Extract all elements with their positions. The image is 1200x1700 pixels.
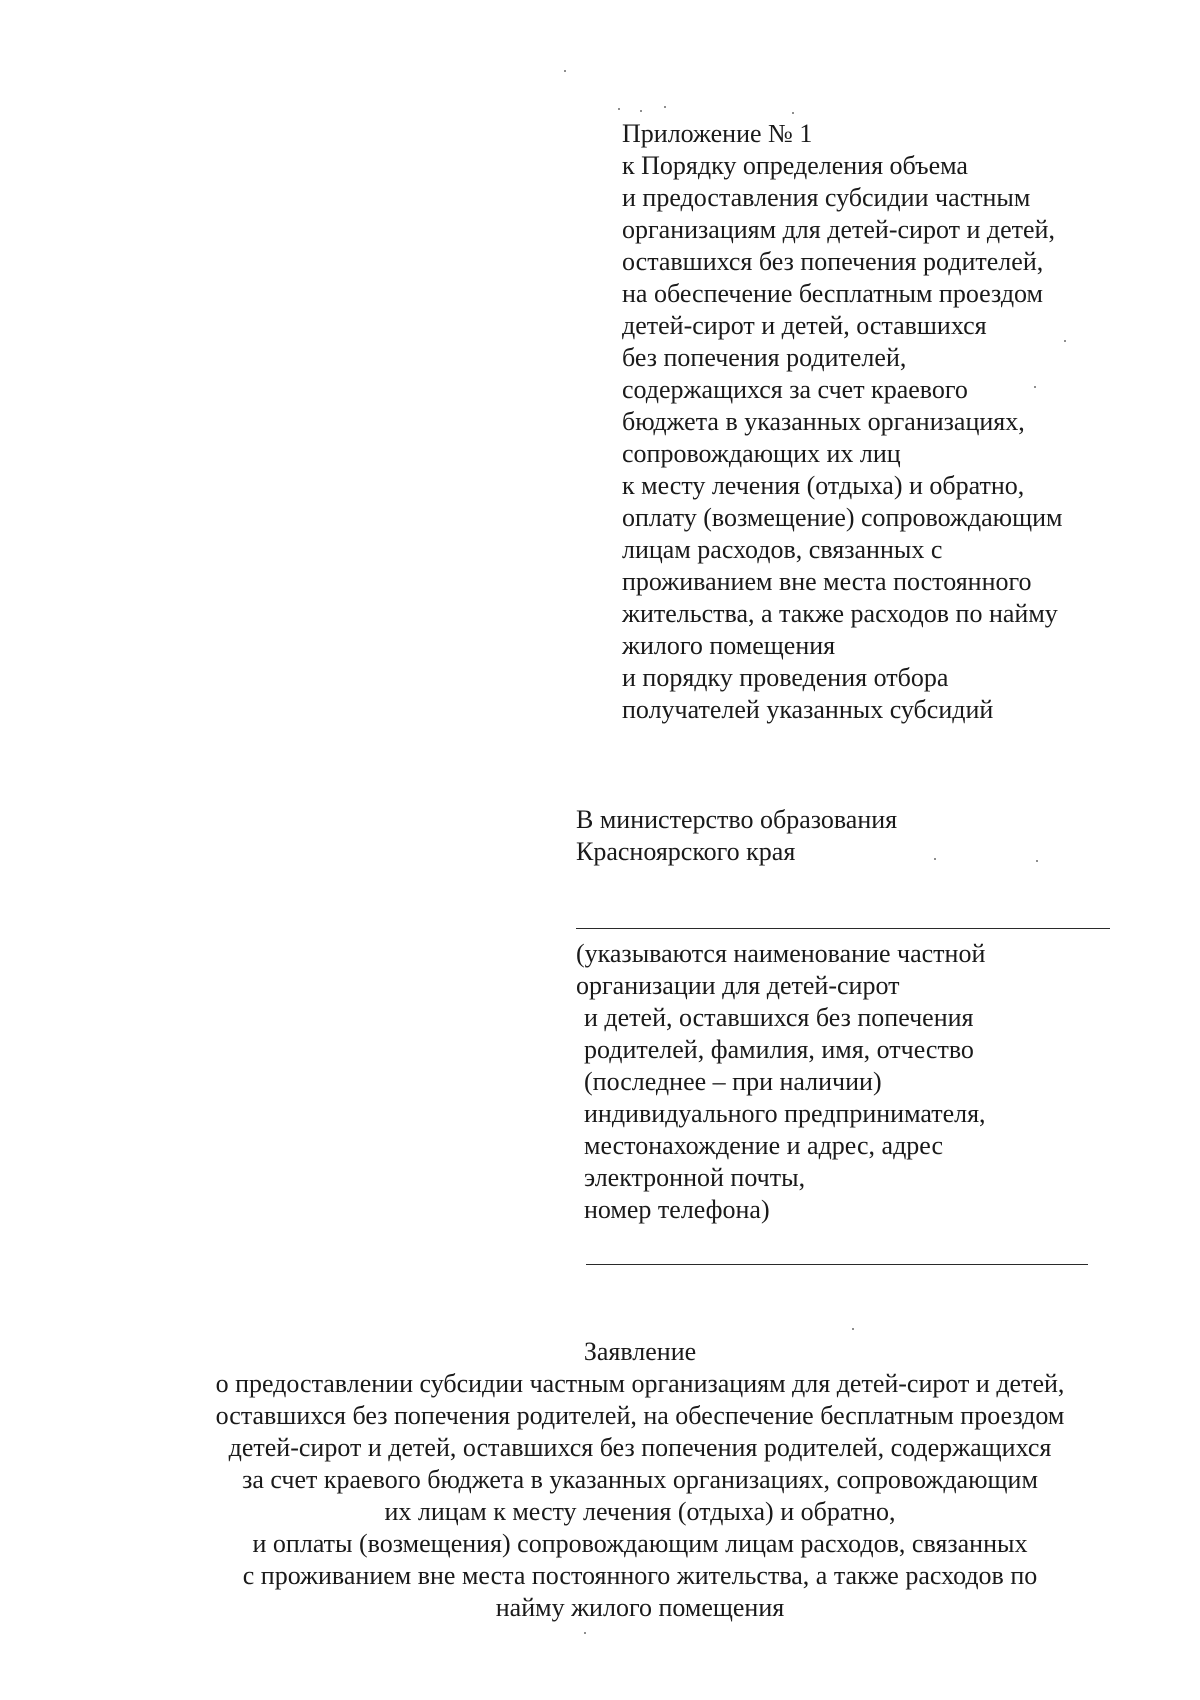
appendix-line: и порядку проведения отбора — [622, 663, 949, 692]
statement-line: за счет краевого бюджета в указанных организациях, сопровождающим — [242, 1465, 1038, 1494]
appendix-title: Приложение № 1 — [622, 119, 813, 148]
statement-line: и оплаты (возмещения) сопровождающим лицам расходов, связанных — [252, 1529, 1028, 1558]
hint-line: индивидуального предпринимателя, — [584, 1099, 986, 1128]
hint-line: (указываются наименование частной — [576, 939, 986, 968]
scan-speck — [852, 1328, 854, 1330]
statement-line: их лицам к месту лечения (отдыха) и обратно, — [384, 1497, 896, 1526]
addressee-block — [576, 804, 1136, 868]
appendix-line: бюджета в указанных организациях, — [622, 407, 1025, 436]
statement-line: найму жилого помещения — [495, 1593, 785, 1622]
hint-line: организации для детей-сирот — [576, 971, 900, 1000]
appendix-line: к Порядку определения объема — [622, 151, 968, 180]
hint-line: электронной почты, — [584, 1163, 806, 1192]
hint-line: и детей, оставшихся без попечения — [584, 1003, 974, 1032]
appendix-line: оставшихся без попечения родителей, — [622, 247, 1044, 276]
appendix-header — [622, 118, 1162, 726]
hint-line: родителей, фамилия, имя, отчество — [584, 1035, 974, 1064]
hint-line: номер телефона) — [584, 1195, 770, 1224]
appendix-line: на обеспечение бесплатным проездом — [622, 279, 1044, 308]
appendix-line: оплату (возмещение) сопровождающим — [622, 503, 1063, 532]
appendix-line: организациям для детей-сирот и детей, — [622, 215, 1055, 244]
addressee-line: Красноярского края — [576, 837, 796, 866]
scan-speck — [640, 110, 642, 112]
applicant-name-line[interactable] — [576, 928, 1110, 929]
statement-line: о предоставлении субсидии частным организациям для детей-сирот и детей, — [215, 1369, 1065, 1398]
hint-line: местонахождение и адрес, адрес — [584, 1131, 944, 1160]
appendix-line: и предоставления субсидии частным — [622, 183, 1031, 212]
scan-speck — [584, 1632, 586, 1634]
statement-block — [120, 1336, 1160, 1624]
scan-speck — [664, 106, 666, 108]
statement-line: детей-сирот и детей, оставшихся без попечения родителей, содержащихся — [228, 1433, 1052, 1462]
statement-line: с проживанием вне места постоянного жительства, а также расходов по — [242, 1561, 1038, 1590]
scan-speck — [792, 112, 794, 114]
appendix-line: содержащихся за счет краевого — [622, 375, 968, 404]
applicant-details-line[interactable] — [586, 1264, 1088, 1265]
applicant-hint — [576, 938, 1136, 1226]
appendix-line: лицам расходов, связанных с — [622, 535, 943, 564]
hint-line: (последнее – при наличии) — [584, 1067, 882, 1096]
appendix-line: жилого помещения — [622, 631, 836, 660]
appendix-line: сопровождающих их лиц — [622, 439, 901, 468]
statement-title: Заявление — [583, 1337, 697, 1366]
appendix-line: к месту лечения (отдыха) и обратно, — [622, 471, 1025, 500]
appendix-line: детей-сирот и детей, оставшихся — [622, 311, 987, 340]
statement-line: оставшихся без попечения родителей, на обеспечение бесплатным проездом — [215, 1401, 1065, 1430]
scan-speck — [564, 70, 566, 72]
appendix-line: получателей указанных субсидий — [622, 695, 994, 724]
appendix-line: проживанием вне места постоянного — [622, 567, 1032, 596]
appendix-line: жительства, а также расходов по найму — [622, 599, 1058, 628]
appendix-line: без попечения родителей, — [622, 343, 907, 372]
addressee-line: В министерство образования — [576, 805, 898, 834]
scan-speck — [618, 108, 620, 110]
